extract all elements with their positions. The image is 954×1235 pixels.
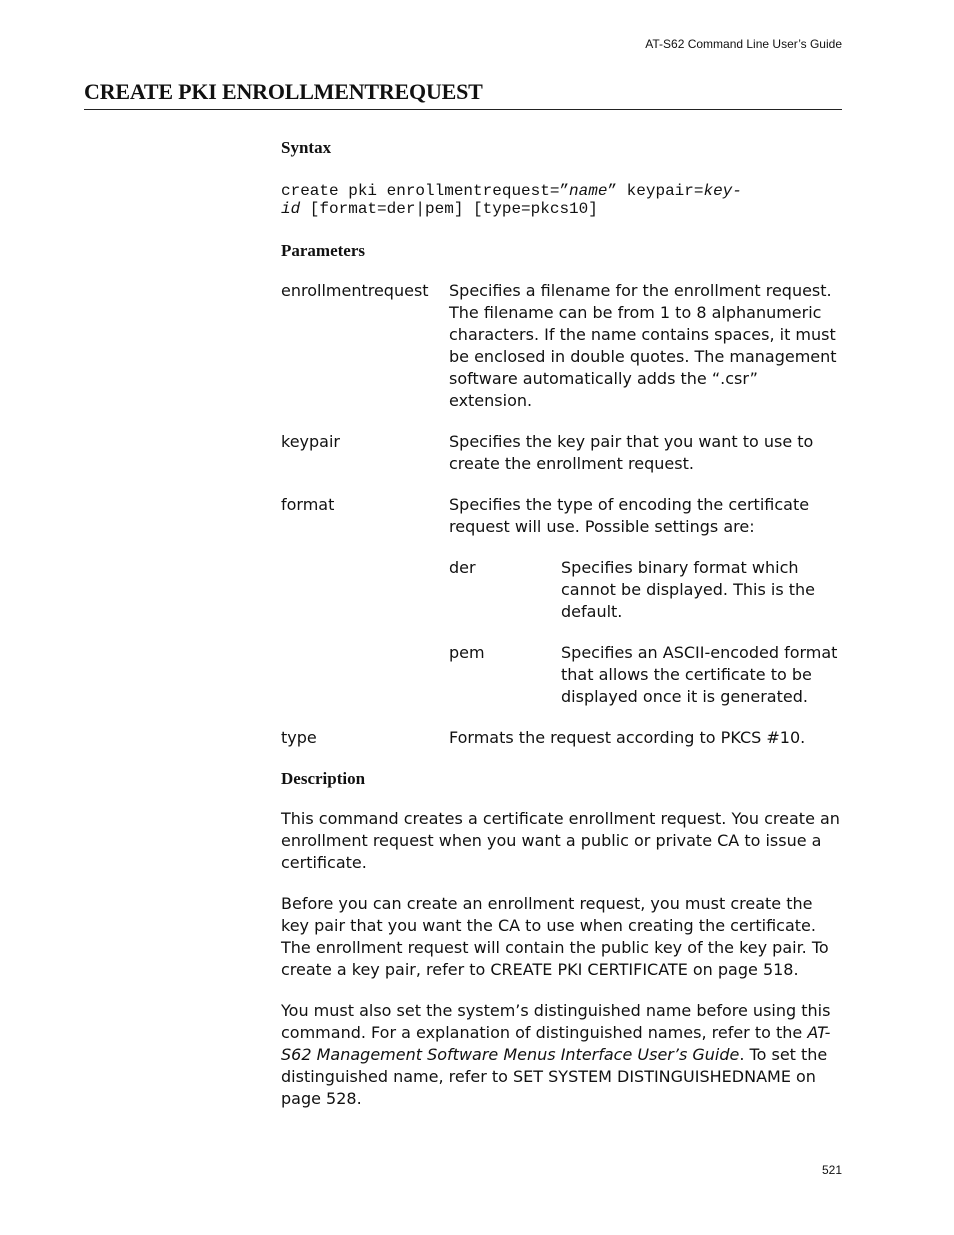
param-row-keypair <box>281 431 842 494</box>
syntax-heading: Syntax <box>281 138 332 157</box>
main-content <box>281 137 842 1129</box>
format-option-der <box>449 557 842 642</box>
page-number: 521 <box>821 1163 842 1177</box>
running-header: AT-S62 Command Line User’s Guide <box>645 37 842 51</box>
param-row-format <box>281 494 842 727</box>
description-p3-text-b: . To set the distinguished name, refer to SET SYSTEM DISTINGUISHEDNAME on page 528. <box>281 1045 828 1108</box>
syntax-part-3: [format=der|pem] [type=pkcs10] <box>300 200 598 218</box>
param-description: Specifies the key pair that you want to use to create the enrollment request. <box>449 432 814 473</box>
description-paragraph-1: This command creates a certificate enrollment request. You create an enrollment request when you want a public or private CA to issue a certificate. <box>281 809 840 872</box>
parameters-table <box>281 280 842 768</box>
syntax-key-var: key- <box>703 182 742 200</box>
syntax-part-1: create pki enrollmentrequest=” <box>281 182 570 200</box>
description-paragraph-3 <box>281 1000 842 1110</box>
param-row-type <box>281 727 842 768</box>
param-row-enrollmentrequest <box>281 280 842 431</box>
param-format-cell <box>449 494 842 727</box>
description-section <box>281 808 842 1110</box>
description-heading: Description <box>281 769 366 788</box>
option-name: der <box>449 558 476 577</box>
description-p3-text-a: You must also set the system’s distinguished name before using this command. For a explanation of distinguished names, refer to the <box>281 1001 831 1042</box>
param-name: keypair <box>281 432 340 451</box>
param-description: Formats the request according to PKCS #10. <box>449 728 806 747</box>
option-name: pem <box>449 643 485 662</box>
param-name: type <box>281 728 317 747</box>
format-option-pem <box>449 642 842 727</box>
param-description: Specifies the type of encoding the certificate request will use. Possible settings are: <box>449 495 810 536</box>
param-description: Specifies a filename for the enrollment request. The filename can be from 1 to 8 alphanumeric characters. If the name contains spaces, it must be enclosed in double quotes. The management software automatically adds the “.csr” extension. <box>449 281 837 410</box>
syntax-part-2: ” keypair= <box>607 182 704 200</box>
param-name: enrollmentrequest <box>281 281 429 300</box>
guide-reference: AT-S62 Management Software Menus Interface User’s Guide <box>281 1023 831 1064</box>
page-title: CREATE PKI ENROLLMENTREQUEST <box>84 79 483 104</box>
syntax-block <box>281 182 842 218</box>
parameters-heading: Parameters <box>281 241 366 260</box>
description-paragraph-2: Before you can create an enrollment request, you must create the key pair that you want the CA to use when creating the certificate. The enrollment request will contain the public key of the key pair. To create a key pair, refer to CREATE PKI CERTIFICATE on page 518. <box>281 894 829 979</box>
syntax-name-var: name <box>569 182 608 200</box>
title-rule <box>84 109 842 110</box>
syntax-id-var: id <box>281 200 301 218</box>
param-name: format <box>281 495 335 514</box>
option-description: Specifies an ASCII-encoded format that allows the certificate to be displayed once it is generated. <box>561 643 838 706</box>
option-description: Specifies binary format which cannot be displayed. This is the default. <box>561 558 816 621</box>
format-options-table <box>449 557 842 727</box>
